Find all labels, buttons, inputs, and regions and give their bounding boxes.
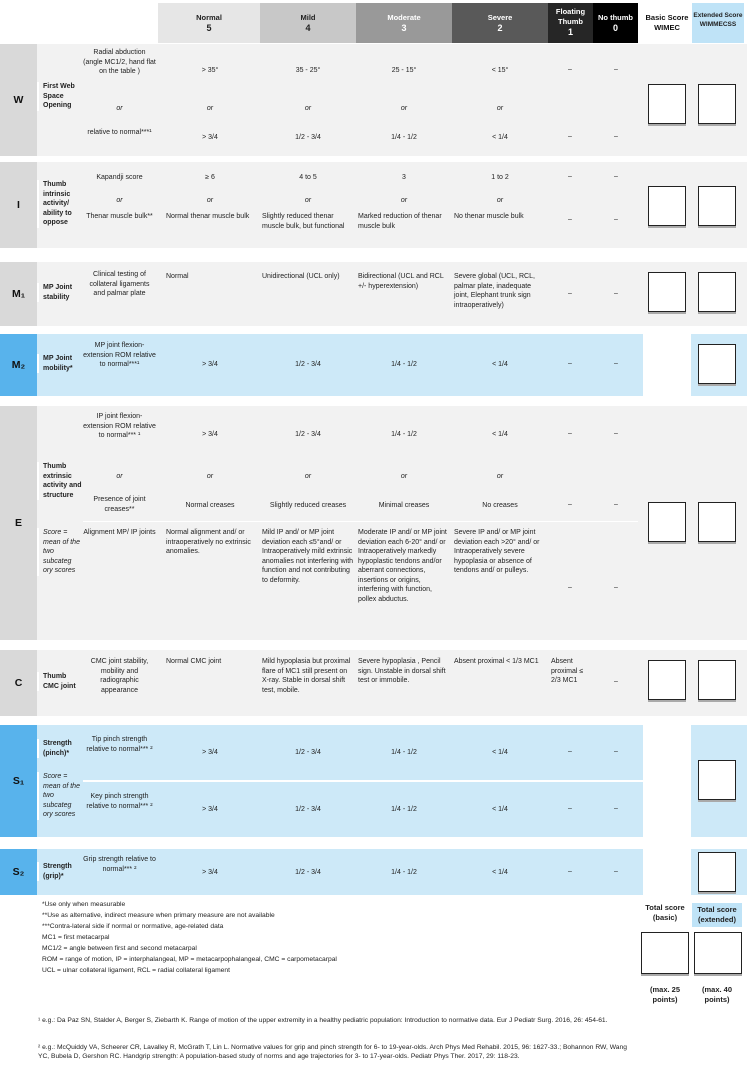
c-nothumb-dash: –: [614, 678, 618, 685]
c-basic-score-box[interactable]: [648, 660, 686, 700]
header-mild-label: Mild: [300, 13, 316, 22]
row-m1-name: MP Joint stability: [37, 283, 83, 302]
c-floating: Absent proximal ≤ 2/3 MC1: [551, 658, 584, 684]
header-extended-score: Extended Score WIMMECSS: [692, 3, 744, 43]
row-w-name: First Web Space Opening: [37, 82, 83, 111]
legend-4: MC1 = first metacarpal: [42, 934, 110, 941]
s2-mild: 1/2 - 3/4: [295, 869, 321, 876]
header-nothumb: [593, 3, 638, 43]
m2-mild: 1/2 - 3/4: [295, 361, 321, 368]
w-or-severe: or: [496, 105, 504, 112]
c-extended-score-box[interactable]: [698, 660, 736, 700]
w-extended-score-box[interactable]: [698, 84, 736, 124]
e-or-normal: or: [206, 473, 214, 480]
row-m2-letter: M₂: [0, 334, 37, 396]
legend-6: ROM = range of motion, IP = interphalangeal, MP = metacarpophalangeal, CMC = carpometacarpal: [42, 956, 337, 963]
m1-basic-score-box[interactable]: [648, 272, 686, 312]
s1-normal-2: > 3/4: [202, 806, 218, 813]
i-or-mild: or: [304, 197, 312, 204]
m1-moderate: Bidirectional (UCL and RCL +/- hyperextension): [358, 273, 444, 290]
s1-normal-1: > 3/4: [202, 749, 218, 756]
w-floating-dash-2: –: [568, 133, 572, 140]
e-normal-1: > 3/4: [202, 431, 218, 438]
total-extended-box[interactable]: [694, 932, 742, 974]
m2-moderate: 1/4 - 1/2: [391, 361, 417, 368]
m1-mild: Unidirectional (UCL only): [262, 273, 340, 280]
w-or-moderate: or: [400, 105, 408, 112]
row-m2-name: MP Joint mobility*: [37, 354, 83, 373]
w-or-mild: or: [304, 105, 312, 112]
i-moderate-2: Marked reduction of thenar muscle bulk: [358, 213, 442, 230]
row-s1-measure-1: Tip pinch strength relative to normal*** ²: [86, 736, 153, 753]
s1-extended-score-box[interactable]: [698, 760, 736, 800]
e-nothumb-dash-2: –: [614, 501, 618, 508]
legend-3: ***Contra-lateral side if normal or normative, age-related data: [42, 923, 224, 930]
e-or-mild: or: [304, 473, 312, 480]
e-basic-score-box[interactable]: [648, 502, 686, 542]
total-extended-max: (max. 40 points): [701, 985, 733, 1004]
s1-severe-1: < 1/4: [492, 749, 508, 756]
e-nothumb-dash-3: –: [614, 584, 618, 591]
e-or-severe: or: [496, 473, 504, 480]
e-floating-dash-3: –: [568, 584, 572, 591]
w-moderate-1: 25 - 15°: [391, 67, 417, 74]
row-e-divider: [83, 521, 638, 522]
row-e-or: or: [116, 473, 123, 480]
reference-1: ¹ e.g.: Da Paz SN, Stalder A, Berger S, Ziebarth K. Range of motion of the upper extremity in a healthy pediatric population: Introduction to normative data. Eur J Pediatr Surg. 2016, 26: 454-61.: [38, 1017, 608, 1024]
s2-normal: > 3/4: [202, 869, 218, 876]
legend-2: **Use as alternative, indirect measure when primary measure are not available: [42, 912, 275, 919]
m1-normal: Normal: [166, 273, 189, 280]
header-mild: [260, 3, 356, 43]
e-mild-2: Slightly reduced creases: [269, 502, 347, 509]
s2-nothumb-dash: –: [614, 868, 618, 875]
total-basic-max: (max. 25 points): [649, 985, 681, 1004]
row-i-measure-2: Thenar muscle bulk**: [86, 213, 153, 220]
row-e-measure-2: Presence of joint creases**: [93, 496, 146, 513]
e-normal-3: Normal alignment and/ or intraoperatively no extrinsic anomalies.: [166, 529, 251, 555]
e-normal-2: Normal creases: [185, 502, 235, 509]
m1-floating-dash: –: [568, 290, 572, 297]
row-i-name: Thumb intrinsic activity/ ability to oppose: [37, 180, 83, 228]
e-mild-1: 1/2 - 3/4: [295, 431, 321, 438]
reference-2: ² e.g.: McQuiddy VA, Scheerer CR, Lavalley R, McGrath T, Lin L. Normative values for grip and pinch strength for 6- to 19-year-olds. Arch Phys Med Rehabil. 2015, 96: 1627-33.; Bohannon RW, Wang YC, Bubela D, Gershon RC. Handgrip strength: A population-based study of norms and age trajectories for 3- to 17-year-olds. Pediatr Phys Ther. 2017, 29: 118-23.: [38, 1044, 627, 1060]
w-normal-2: > 3/4: [202, 134, 218, 141]
legend-5: MC1/2 = angle between first and second metacarpal: [42, 945, 197, 952]
s1-moderate-2: 1/4 - 1/2: [391, 806, 417, 813]
row-w-measure-2: relative to normal***¹: [87, 129, 152, 136]
m2-extended-score-box[interactable]: [698, 344, 736, 384]
i-normal-1: ≥ 6: [205, 174, 215, 181]
i-or-moderate: or: [400, 197, 408, 204]
row-e-note: Score = mean of the two subcateg ory scores: [37, 528, 83, 576]
m2-floating-dash: –: [568, 360, 572, 367]
i-or-normal: or: [206, 197, 214, 204]
w-floating-dash-1: –: [568, 66, 572, 73]
w-nothumb-dash-1: –: [614, 66, 618, 73]
header-floating: [548, 3, 593, 43]
e-severe-1: < 1/4: [492, 431, 508, 438]
i-nothumb-dash-1: –: [614, 173, 618, 180]
s1-floating-dash-2: –: [568, 805, 572, 812]
s1-severe-2: < 1/4: [492, 806, 508, 813]
m1-extended-score-box[interactable]: [698, 272, 736, 312]
legend-1: *Use only when measurable: [42, 901, 126, 908]
row-i-measure-1: Kapandji score: [96, 174, 143, 181]
c-moderate: Severe hypoplasia , Pencil sign. Unstable in dorsal shift test or immobile.: [358, 658, 446, 684]
i-floating-dash-2: –: [568, 216, 572, 223]
e-moderate-2: Minimal creases: [378, 502, 430, 509]
w-severe-2: < 1/4: [492, 134, 508, 141]
header-floating-label: Floating Thumb: [555, 7, 586, 26]
row-s2-letter: S₂: [0, 849, 37, 895]
row-i-letter: I: [0, 162, 37, 248]
header-floating-score: 1: [567, 27, 573, 37]
i-mild-2: Slightly reduced thenar muscle bulk, but functional: [262, 213, 345, 230]
i-moderate-1: 3: [402, 174, 406, 181]
m1-severe: Severe global (UCL, RCL, palmar plate, inadequate joint, Elephant trunk sign intraoperatively): [454, 273, 535, 309]
row-c-measure-1: CMC joint stability, mobility and radiographic appearance: [90, 658, 149, 694]
total-basic-box[interactable]: [641, 932, 689, 974]
s2-basic-gap: [643, 849, 691, 895]
header-basic-score: Basic Score WIMEC: [645, 13, 689, 32]
w-or-normal: or: [206, 105, 214, 112]
s1-nothumb-dash-2: –: [614, 805, 618, 812]
header-nothumb-label: No thumb: [598, 13, 633, 22]
row-s1-measure-2: Key pinch strength relative to normal*** ²: [86, 793, 153, 810]
w-moderate-2: 1/4 - 1/2: [391, 134, 417, 141]
w-severe-1: < 15°: [491, 67, 509, 74]
row-e: [0, 406, 747, 640]
s1-mild-1: 1/2 - 3/4: [295, 749, 321, 756]
row-w-or: or: [116, 105, 123, 112]
header-moderate-score: 3: [401, 23, 407, 33]
row-c-letter: C: [0, 650, 37, 716]
row-s1-name: Strength (pinch)*: [37, 739, 83, 758]
c-normal: Normal CMC joint: [166, 658, 222, 665]
row-s2-measure-1: Grip strength relative to normal*** ²: [83, 856, 156, 873]
header-severe-label: Severe: [487, 13, 513, 22]
e-floating-dash-2: –: [568, 501, 572, 508]
w-mild-1: 35 - 25°: [295, 67, 321, 74]
m2-severe: < 1/4: [492, 361, 508, 368]
row-m1-letter: M₁: [0, 262, 37, 326]
row-i-or: or: [116, 197, 123, 204]
w-normal-1: > 35°: [201, 67, 219, 74]
row-w-letter: W: [0, 44, 37, 156]
header-normal: [158, 3, 260, 43]
i-or-severe: or: [496, 197, 504, 204]
i-floating-dash-1: –: [568, 173, 572, 180]
row-s1-note: Score = mean of the two subcateg ory scores: [37, 772, 83, 820]
row-m2-measure-1: MP joint flexion-extension ROM relative to normal***¹: [83, 342, 156, 368]
w-nothumb-dash-2: –: [614, 133, 618, 140]
header-normal-label: Normal: [196, 13, 222, 22]
s2-severe: < 1/4: [492, 869, 508, 876]
m2-normal: > 3/4: [202, 361, 218, 368]
m2-basic-gap: [643, 334, 691, 396]
row-s1-letter: S₁: [0, 725, 37, 837]
e-nothumb-dash-1: –: [614, 430, 618, 437]
i-severe-1: 1 to 2: [491, 174, 509, 181]
e-floating-dash-1: –: [568, 430, 572, 437]
e-or-moderate: or: [400, 473, 408, 480]
i-extended-score-box[interactable]: [698, 186, 736, 226]
i-basic-score-box[interactable]: [648, 186, 686, 226]
header-nothumb-score: 0: [612, 23, 618, 33]
header-mild-score: 4: [305, 23, 311, 33]
e-moderate-3: Moderate IP and/ or MP joint deviation each 6-20° and/ or Intraoperatively markedly hypoplastic tendons and/or aberrant connections, insertions or origins, interfering with function, pollex abductus.: [358, 529, 447, 603]
header-moderate: [356, 3, 452, 43]
row-e-measure-1: IP joint flexion-extension ROM relative to normal*** ¹: [83, 413, 156, 439]
s1-floating-dash-1: –: [568, 748, 572, 755]
legend-7: UCL = ulnar collateral ligament, RCL = radial collateral ligament: [42, 967, 230, 974]
row-s2-name: Strength (grip)*: [37, 862, 83, 881]
total-basic-label: Total score (basic): [645, 903, 685, 922]
e-severe-2: No creases: [482, 502, 518, 509]
s2-extended-score-box[interactable]: [698, 852, 736, 892]
s1-mild-2: 1/2 - 3/4: [295, 806, 321, 813]
s1-basic-gap: [643, 725, 691, 837]
i-severe-2: No thenar muscle bulk: [454, 213, 524, 220]
row-c-name: Thumb CMC joint: [37, 672, 83, 691]
row-s1-divider: [83, 780, 643, 782]
i-mild-1: 4 to 5: [299, 174, 317, 181]
header-severe: [452, 3, 548, 43]
i-nothumb-dash-2: –: [614, 216, 618, 223]
e-extended-score-box[interactable]: [698, 502, 736, 542]
c-severe: Absent proximal < 1/3 MC1: [454, 658, 539, 665]
row-w-measure-1: Radial abduction (angle MC1/2, hand flat on the table ): [83, 49, 156, 75]
e-mild-3: Mild IP and/ or MP joint deviation each ≤5°and/ or Intraoperatively mild extrinsic anomalies not interfering with function and not contributing to deformity.: [262, 529, 354, 584]
row-m1-measure-1: Clinical testing of collateral ligaments and palmar plate: [89, 271, 150, 297]
e-severe-3: Severe IP and/ or MP joint deviation each >20° and/ or Intraoperatively severe hypoplasia or absence of tendons and/ or pulleys.: [454, 529, 540, 574]
s2-moderate: 1/4 - 1/2: [391, 869, 417, 876]
header-moderate-label: Moderate: [387, 13, 421, 22]
w-basic-score-box[interactable]: [648, 84, 686, 124]
row-e-letter: E: [0, 406, 37, 640]
c-mild: Mild hypoplasia but proximal flare of MC1 still present on X-ray. Stable in dorsal shift test, mobile.: [262, 658, 351, 694]
row-e-measure-3: Alignment MP/ IP joints: [83, 529, 156, 536]
total-extended-label: Total score (extended): [692, 903, 742, 927]
header-normal-score: 5: [206, 23, 212, 33]
m2-nothumb-dash: –: [614, 360, 618, 367]
w-mild-2: 1/2 - 3/4: [295, 134, 321, 141]
s2-floating-dash: –: [568, 868, 572, 875]
e-moderate-1: 1/4 - 1/2: [391, 431, 417, 438]
row-e-name: Thumb extrinsic activity and structure: [37, 462, 83, 500]
m1-nothumb-dash: –: [614, 290, 618, 297]
header-severe-score: 2: [497, 23, 503, 33]
i-normal-2: Normal thenar muscle bulk: [166, 213, 250, 220]
s1-nothumb-dash-1: –: [614, 748, 618, 755]
s1-moderate-1: 1/4 - 1/2: [391, 749, 417, 756]
